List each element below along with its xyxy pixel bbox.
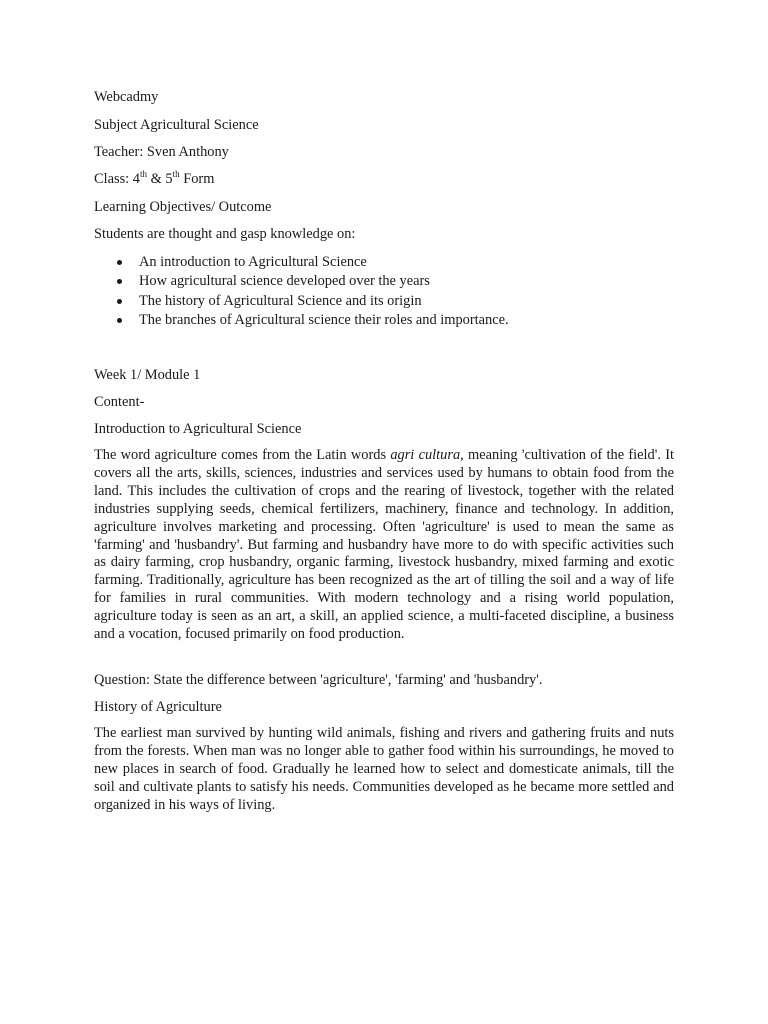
class-line [94, 170, 214, 188]
list-item: The history of Agricultural Science and its origin [94, 292, 509, 311]
site-name: Webcadmy [94, 89, 159, 105]
intro-heading: Introduction to Agricultural Science [94, 421, 302, 437]
list-item: An introduction to Agricultural Science [94, 253, 509, 272]
class-mid: & 5 [147, 171, 173, 187]
para1-start: The word agriculture comes from the Latin words [94, 447, 391, 463]
subject-line: Subject Agricultural Science [94, 117, 259, 133]
list-item: How agricultural science developed over the years [94, 272, 509, 291]
para1-rest: , meaning 'cultivation of the field'. It covers all the arts, skills, sciences, industries and services used by humans to obtain food from the land. This includes the cultivation of crops and the rearing of livestock, together with the related industries supplying seeds, chemical fertilizers, machinery, finance and technology. In addition, agriculture involves marketing and processing. Often 'agriculture' is used to mean the same as 'farming' and 'husbandry'. But farming and husbandry have more to do with specific activities such as dairy farming, crop husbandry, organic farming, livestock husbandry, mixed farming and exotic farming. Traditionally, agriculture has been recognized as the art of tilling the soil and a way of life for families in rural communities. With modern technology and a rising world population, agriculture today is seen as an art, a skill, an applied science, a multi-faceted discipline, a business and a vocation, focused primarily on food production. [94, 447, 674, 643]
latin-term: agri cultura [390, 447, 461, 463]
objectives-list [94, 253, 509, 330]
class-suffix: Form [179, 171, 215, 187]
week-heading: Week 1/ Module 1 [94, 367, 201, 383]
teacher-line: Teacher: Sven Anthony [94, 144, 229, 160]
question-line: Question: State the difference between 'agriculture', 'farming' and 'husbandry'. [94, 672, 543, 688]
class-prefix: Class: 4 [94, 171, 140, 187]
list-item: The branches of Agricultural science their roles and importance. [94, 311, 509, 330]
history-paragraph: The earliest man survived by hunting wild animals, fishing and rivers and gathering fruits and nuts from the forests. When man was no longer able to gather food within his surroundings, he moved to new places in search of food. Gradually he learned how to select and domesticate animals, till the soil and cultivate plants to satisfy his needs. Communities developed as he became more settled and organized in his ways of living. [94, 725, 674, 813]
content-label: Content- [94, 394, 145, 410]
history-heading: History of Agriculture [94, 699, 222, 715]
class-sup-1: th [139, 169, 147, 179]
students-intro: Students are thought and gasp knowledge on: [94, 226, 356, 242]
intro-paragraph [94, 447, 674, 644]
class-sup-2: th [172, 169, 180, 179]
objectives-heading: Learning Objectives/ Outcome [94, 199, 272, 215]
